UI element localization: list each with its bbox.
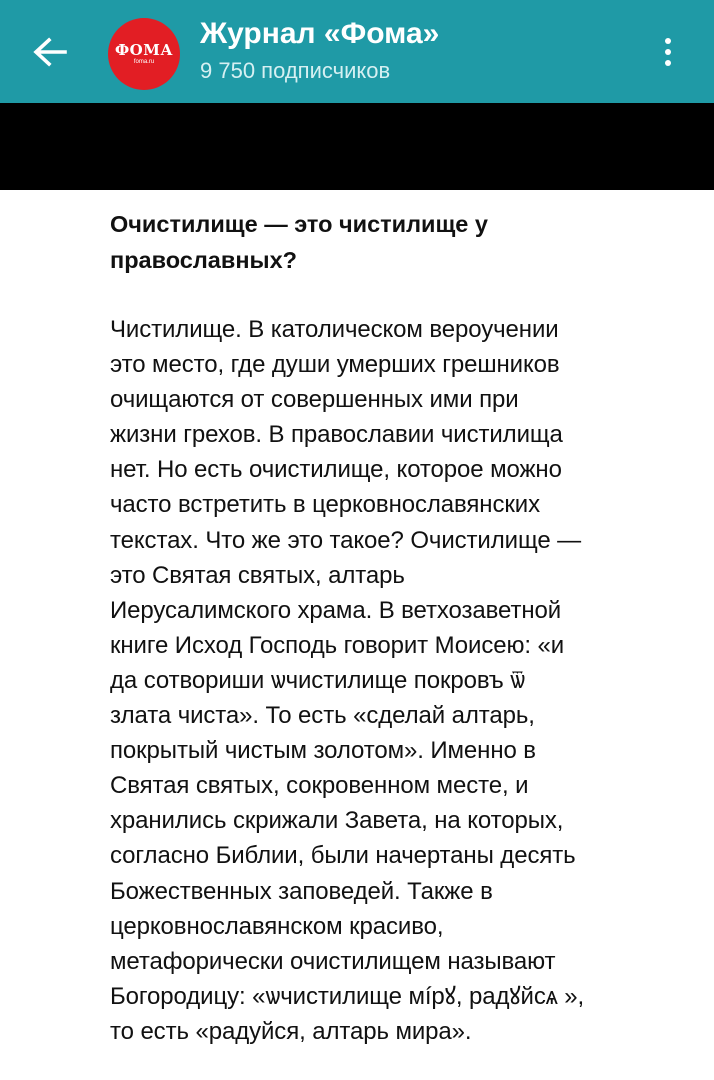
post-body-line: Чистилище. В католическом вероучении <box>110 316 559 343</box>
avatar-logo-subtext: foma.ru <box>133 58 155 65</box>
post-body-line: Иерусалимского храма. В ветхозаветной <box>110 596 562 624</box>
post-body-line: жизни грехов. В православии чистилища <box>110 421 563 449</box>
post-body-line: это Святая святых, алтарь <box>110 561 405 589</box>
more-vertical-icon <box>665 38 671 44</box>
post-title-line: Очистилище — это чистилище у <box>110 211 488 237</box>
more-vertical-icon-dot <box>665 60 671 66</box>
channel-avatar[interactable] <box>108 18 180 90</box>
post-body-line: злата чиста». То есть «сделай алтарь, <box>110 702 535 730</box>
post-body-line: нет. Но есть очистилище, которое можно <box>110 456 562 484</box>
post-body-line: церковнославянском красиво, <box>110 912 444 940</box>
post-body-line: метафорически очистилищем называют <box>110 947 556 975</box>
post-media[interactable] <box>0 103 714 190</box>
post-title <box>110 206 670 278</box>
avatar-logo-text: ФОМА <box>114 40 174 59</box>
subscriber-count: 9 750 подписчиков <box>200 58 391 83</box>
back-button[interactable] <box>24 26 76 78</box>
post-body-line: это место, где души умерших грешников <box>110 351 560 379</box>
post-title-line: православных? <box>110 247 298 273</box>
channel-title[interactable]: Журнал «Фома» <box>200 17 440 50</box>
post-body-line: Божественных заповедей. Также в <box>110 877 493 905</box>
post-body-line: то есть «радуйся, алтарь мира». <box>110 1017 472 1045</box>
post-body-line: очищаются от совершенных ими при <box>110 386 519 414</box>
post-body-line: Богородицу: «ѡчистилище мíрꙋ, радꙋйсѧ », <box>110 982 585 1010</box>
post-body-line: часто встретить в церковнославянских <box>110 491 540 519</box>
post-body-line: согласно Библии, были начертаны десять <box>110 842 576 870</box>
more-vertical-icon-dot <box>665 49 671 55</box>
post-body-line: покрытый чистым золотом». Именно в <box>110 737 536 765</box>
arrow-left-icon <box>33 37 67 67</box>
post-body <box>110 312 670 1049</box>
post-body-line: Святая святых, сокровенном месте, и <box>110 772 529 800</box>
post-body-line: текстах. Что же это такое? Очистилище — <box>110 526 582 554</box>
channel-header <box>0 0 714 103</box>
post-content <box>110 206 670 1049</box>
post-body-line: да сотвориши ѡчистилище покровъ ѿ <box>110 666 526 694</box>
more-options-button[interactable] <box>650 28 686 76</box>
post-body-line: книге Исход Господь говорит Моисею: «и <box>110 631 565 659</box>
post-body-line: хранились скрижали Завета, на которых, <box>110 807 564 835</box>
